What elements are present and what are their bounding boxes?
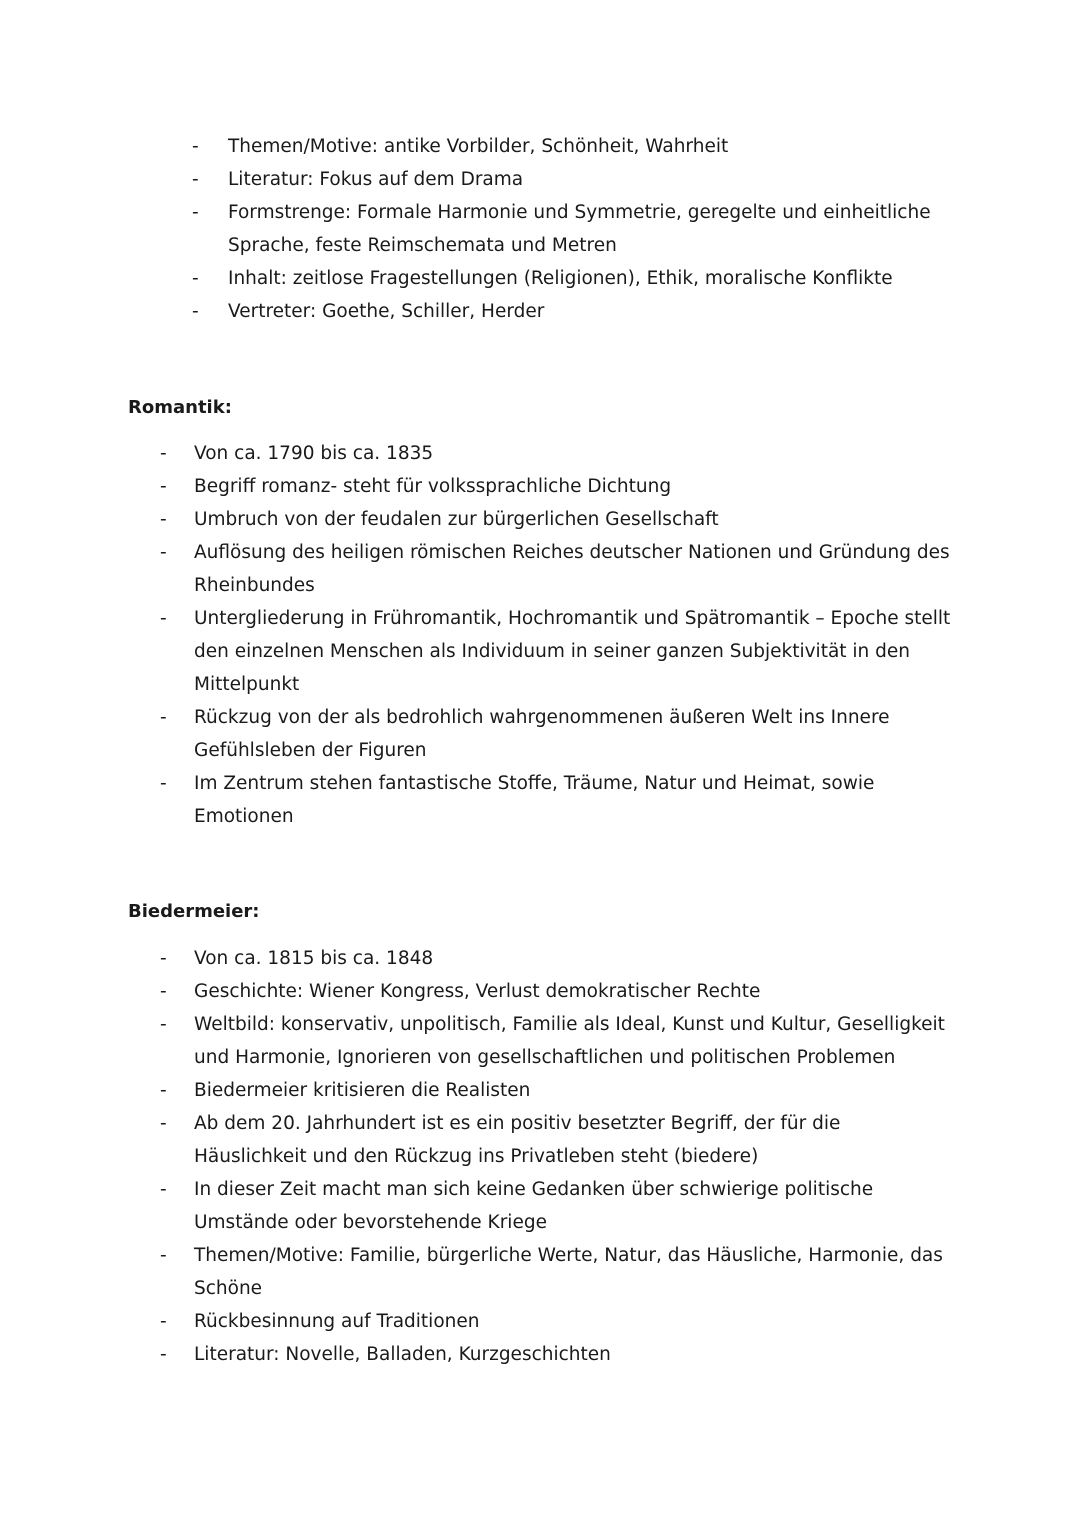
list-item	[192, 130, 948, 163]
bullet-dash: -	[160, 608, 167, 629]
list-item	[160, 1305, 954, 1338]
bullet-dash: -	[160, 773, 167, 794]
bullet-dash: -	[192, 136, 199, 157]
bullet-dash: -	[160, 1311, 167, 1332]
list-item	[192, 262, 948, 295]
bullet-dash: -	[160, 476, 167, 497]
list-item	[160, 1173, 954, 1239]
bullet-dash: -	[160, 1080, 167, 1101]
bullet-dash: -	[160, 509, 167, 530]
list-item	[160, 701, 954, 767]
list-item	[192, 163, 948, 196]
list-item-text: Themen/Motive: antike Vorbilder, Schönheit, Wahrheit	[228, 136, 729, 157]
bullet-dash: -	[192, 268, 199, 289]
list-item	[160, 503, 954, 536]
list-item-text: Literatur: Novelle, Balladen, Kurzgeschichten	[194, 1344, 611, 1365]
bullet-dash: -	[192, 169, 199, 190]
romantik-list	[160, 437, 954, 833]
list-item	[160, 470, 954, 503]
klassik-continued-list	[192, 130, 948, 328]
bullet-dash: -	[160, 1179, 167, 1200]
bullet-dash: -	[160, 1014, 167, 1035]
list-item	[160, 1338, 954, 1371]
list-item	[160, 1074, 954, 1107]
bullet-dash: -	[192, 202, 199, 223]
list-item-text: Umbruch von der feudalen zur bürgerlichen Gesellschaft	[194, 509, 719, 530]
list-item-text: In dieser Zeit macht man sich keine Gedanken über schwierige politische Umstände oder bevorstehende Kriege	[194, 1179, 874, 1233]
list-item	[160, 1239, 954, 1305]
bullet-dash: -	[160, 981, 167, 1002]
list-item-text: Vertreter: Goethe, Schiller, Herder	[228, 301, 545, 322]
list-item-text: Untergliederung in Frühromantik, Hochromantik und Spätromantik – Epoche stellt den einzelnen Menschen als Individuum in seiner ganzen Subjektivität in den Mittelpunkt	[194, 608, 951, 695]
biedermeier-list	[160, 942, 954, 1371]
list-item-text: Weltbild: konservativ, unpolitisch, Familie als Ideal, Kunst und Kultur, Geselligkeit und Harmonie, Ignorieren von gesellschaftlichen und politischen Problemen	[194, 1014, 945, 1068]
list-item-text: Im Zentrum stehen fantastische Stoffe, Träume, Natur und Heimat, sowie Emotionen	[194, 773, 875, 827]
list-item-text: Auflösung des heiligen römischen Reiches deutscher Nationen und Gründung des Rheinbundes	[194, 542, 950, 596]
list-item	[160, 602, 954, 701]
bullet-dash: -	[160, 542, 167, 563]
list-item-text: Von ca. 1790 bis ca. 1835	[194, 443, 434, 464]
list-item	[160, 942, 954, 975]
section-heading-biedermeier: Biedermeier:	[128, 901, 260, 922]
bullet-dash: -	[160, 1113, 167, 1134]
bullet-dash: -	[160, 1344, 167, 1365]
list-item-text: Rückzug von der als bedrohlich wahrgenommenen äußeren Welt ins Innere Gefühlsleben der Figuren	[194, 707, 890, 761]
bullet-dash: -	[160, 707, 167, 728]
list-item	[160, 767, 954, 833]
list-item	[160, 1107, 954, 1173]
list-item	[192, 196, 948, 262]
list-item-text: Biedermeier kritisieren die Realisten	[194, 1080, 531, 1101]
list-item-text: Geschichte: Wiener Kongress, Verlust demokratischer Rechte	[194, 981, 761, 1002]
list-item-text: Begriff romanz- steht für volkssprachliche Dichtung	[194, 476, 672, 497]
bullet-dash: -	[160, 443, 167, 464]
list-item-text: Themen/Motive: Familie, bürgerliche Werte, Natur, das Häusliche, Harmonie, das Schöne	[194, 1245, 943, 1299]
list-item	[160, 1008, 954, 1074]
list-item-text: Literatur: Fokus auf dem Drama	[228, 169, 524, 190]
list-item-text: Von ca. 1815 bis ca. 1848	[194, 948, 434, 969]
list-item-text: Ab dem 20. Jahrhundert ist es ein positiv besetzter Begriff, der für die Häuslichkeit und den Rückzug ins Privatleben steht (biedere)	[194, 1113, 841, 1167]
bullet-dash: -	[192, 301, 199, 322]
list-item	[192, 295, 948, 328]
list-item	[160, 437, 954, 470]
list-item-text: Rückbesinnung auf Traditionen	[194, 1311, 480, 1332]
bullet-dash: -	[160, 948, 167, 969]
list-item	[160, 536, 954, 602]
list-item-text: Formstrenge: Formale Harmonie und Symmetrie, geregelte und einheitliche Sprache, feste Reimschemata und Metren	[228, 202, 931, 256]
bullet-dash: -	[160, 1245, 167, 1266]
list-item-text: Inhalt: zeitlose Fragestellungen (Religionen), Ethik, moralische Konflikte	[228, 268, 893, 289]
section-heading-romantik: Romantik:	[128, 397, 232, 418]
list-item	[160, 975, 954, 1008]
